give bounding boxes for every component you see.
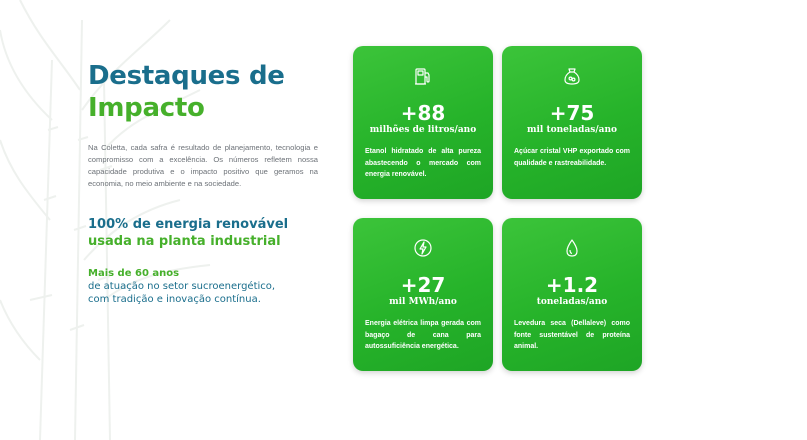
stat-card-yeast: [502, 218, 642, 371]
stat-description: Levedura seca (Dellaleve) como fonte sustentável de proteína animal.: [514, 320, 630, 350]
water-drop-icon: [562, 238, 582, 258]
stat-description: Açúcar cristal VHP exportado com qualidade e rastreabilidade.: [514, 148, 630, 167]
fuel-pump-icon: [413, 66, 433, 86]
energy-line-2: usada na planta industrial: [88, 234, 281, 249]
stat-value: +27: [400, 273, 446, 297]
sugar-sack-icon: [562, 66, 582, 86]
lightning-icon: [413, 238, 433, 258]
stat-card-energy: [353, 218, 493, 371]
renewable-energy-highlight: [88, 216, 318, 250]
years-line-2: de atuação no setor sucroenergético,: [88, 281, 276, 292]
stat-unit: mil MWh/ano: [389, 297, 457, 307]
stat-unit: milhões de litros/ano: [369, 125, 477, 135]
page-title: [88, 60, 318, 124]
intro-paragraph: Na Coletta, cada safra é resultado de planejamento, tecnologia e compromisso com a excelência. Os números refletem nossa capacidade produtiva e o impacto positivo que geramos na economia, no meio ambiente e na sociedade.: [88, 143, 318, 188]
stat-card-ethanol: [353, 46, 493, 199]
stat-unit: toneladas/ano: [536, 297, 608, 307]
title-line-1: Destaques de: [88, 61, 285, 91]
stat-value: +1.2: [545, 273, 599, 297]
years-line-1: Mais de 60 anos: [88, 268, 180, 279]
stat-description: Energia elétrica limpa gerada com bagaço de cana para autossuficiência energética.: [365, 320, 481, 350]
years-highlight: [88, 267, 318, 306]
stat-unit: mil toneladas/ano: [526, 125, 618, 135]
years-line-3: com tradição e inovação contínua.: [88, 294, 261, 305]
stat-description: Etanol hidratado de alta pureza abastecendo o mercado com energia renovável.: [365, 148, 481, 178]
impact-intro-section: [88, 60, 318, 306]
energy-line-1: 100% de energia renovável: [88, 217, 289, 232]
stat-value: +88: [400, 101, 446, 125]
stat-value: +75: [549, 101, 595, 125]
title-line-2: Impacto: [88, 93, 205, 123]
stat-card-sugar: [502, 46, 642, 199]
